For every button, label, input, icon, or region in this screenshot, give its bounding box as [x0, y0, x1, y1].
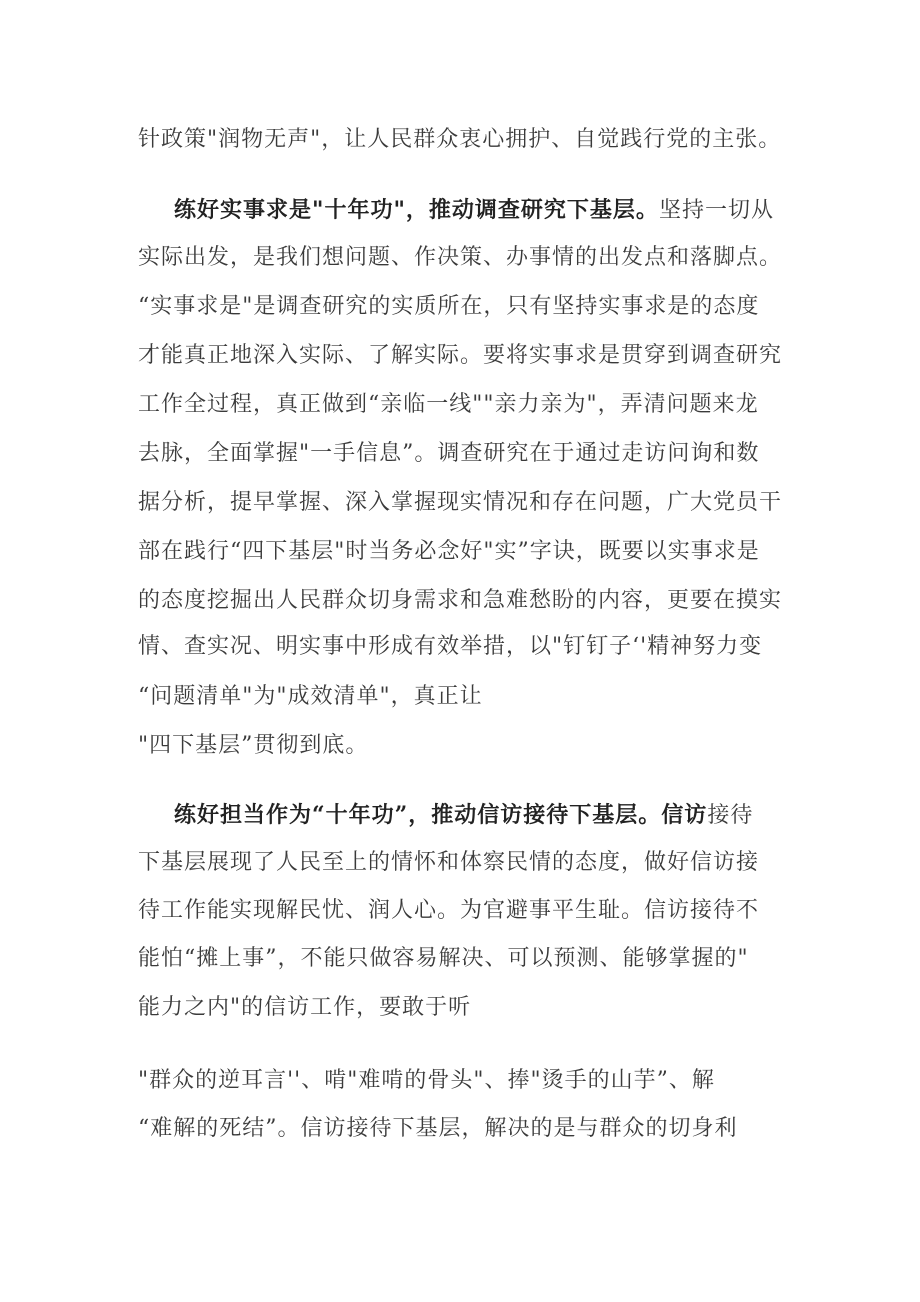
paragraph-heading-line: [174, 800, 804, 830]
paragraph-heading-line: [174, 195, 804, 225]
text-line: "四下基层”贯彻到底。: [138, 733, 369, 758]
text-line: 的态度挖掘出人民群众切身需求和急难愁盼的内容，更要在摸实: [138, 588, 783, 613]
text-line: 待工作能实现解民忧、润人心。为官避事平生耻。信访接待不: [138, 898, 760, 923]
text-line: 情、查实况、明实事中形成有效举措，以"钉钉子‘'精神努力变: [138, 634, 763, 659]
text-line: “实事求是"是调查研究的实质所在，只有坚持实事求是的态度: [138, 294, 760, 319]
text-line: “难解的死结”。信访接待下基层，解决的是与群众的切身利: [138, 1116, 738, 1141]
text-line: "群众的逆耳言''、啃"难啃的骨头"、捧"烫手的山芋”、解: [138, 1068, 715, 1093]
text-line: “问题清单"为"成效清单"，真正让: [138, 684, 483, 709]
text-line: 下基层展现了人民至上的情怀和体察民情的态度，做好信访接: [138, 850, 760, 875]
text-line: 才能真正地深入实际、了解实际。要将实事求是贯穿到调查研究: [138, 343, 783, 368]
paragraph-text: 坚持一切从: [658, 198, 774, 223]
text-line: 能怕“摊上事”，不能只做容易解决、可以预测、能够掌握的": [138, 946, 749, 971]
text-line: 据分析，提早掌握、深入掌握现实情况和存在问题，广大党员干: [138, 490, 783, 515]
text-line: 能力之内"的信访工作，要敢于听: [138, 995, 472, 1020]
paragraph-text: 接待: [707, 803, 754, 828]
text-line: 工作全过程，真正做到“亲临一线""亲力亲为"，弄清问题来龙: [138, 392, 759, 417]
paragraph-heading: 练好实事求是"十年功"，推动调查研究下基层。: [174, 197, 659, 223]
paragraph-heading: 练好担当作为“十年功”，推动信访接待下基层。信访: [174, 802, 708, 828]
text-line: 部在践行“四下基层"时当务必念好"实”字诀，既要以实事求是: [138, 539, 760, 564]
text-line: 实际出发，是我们想问题、作决策、办事情的出发点和落脚点。: [138, 245, 783, 270]
text-line: 针政策"润物无声"，让人民群众衷心拥护、自觉践行党的主张。: [138, 127, 782, 152]
text-line: 去脉，全面掌握"一手信息”。调查研究在于通过走访问询和数: [138, 441, 760, 466]
